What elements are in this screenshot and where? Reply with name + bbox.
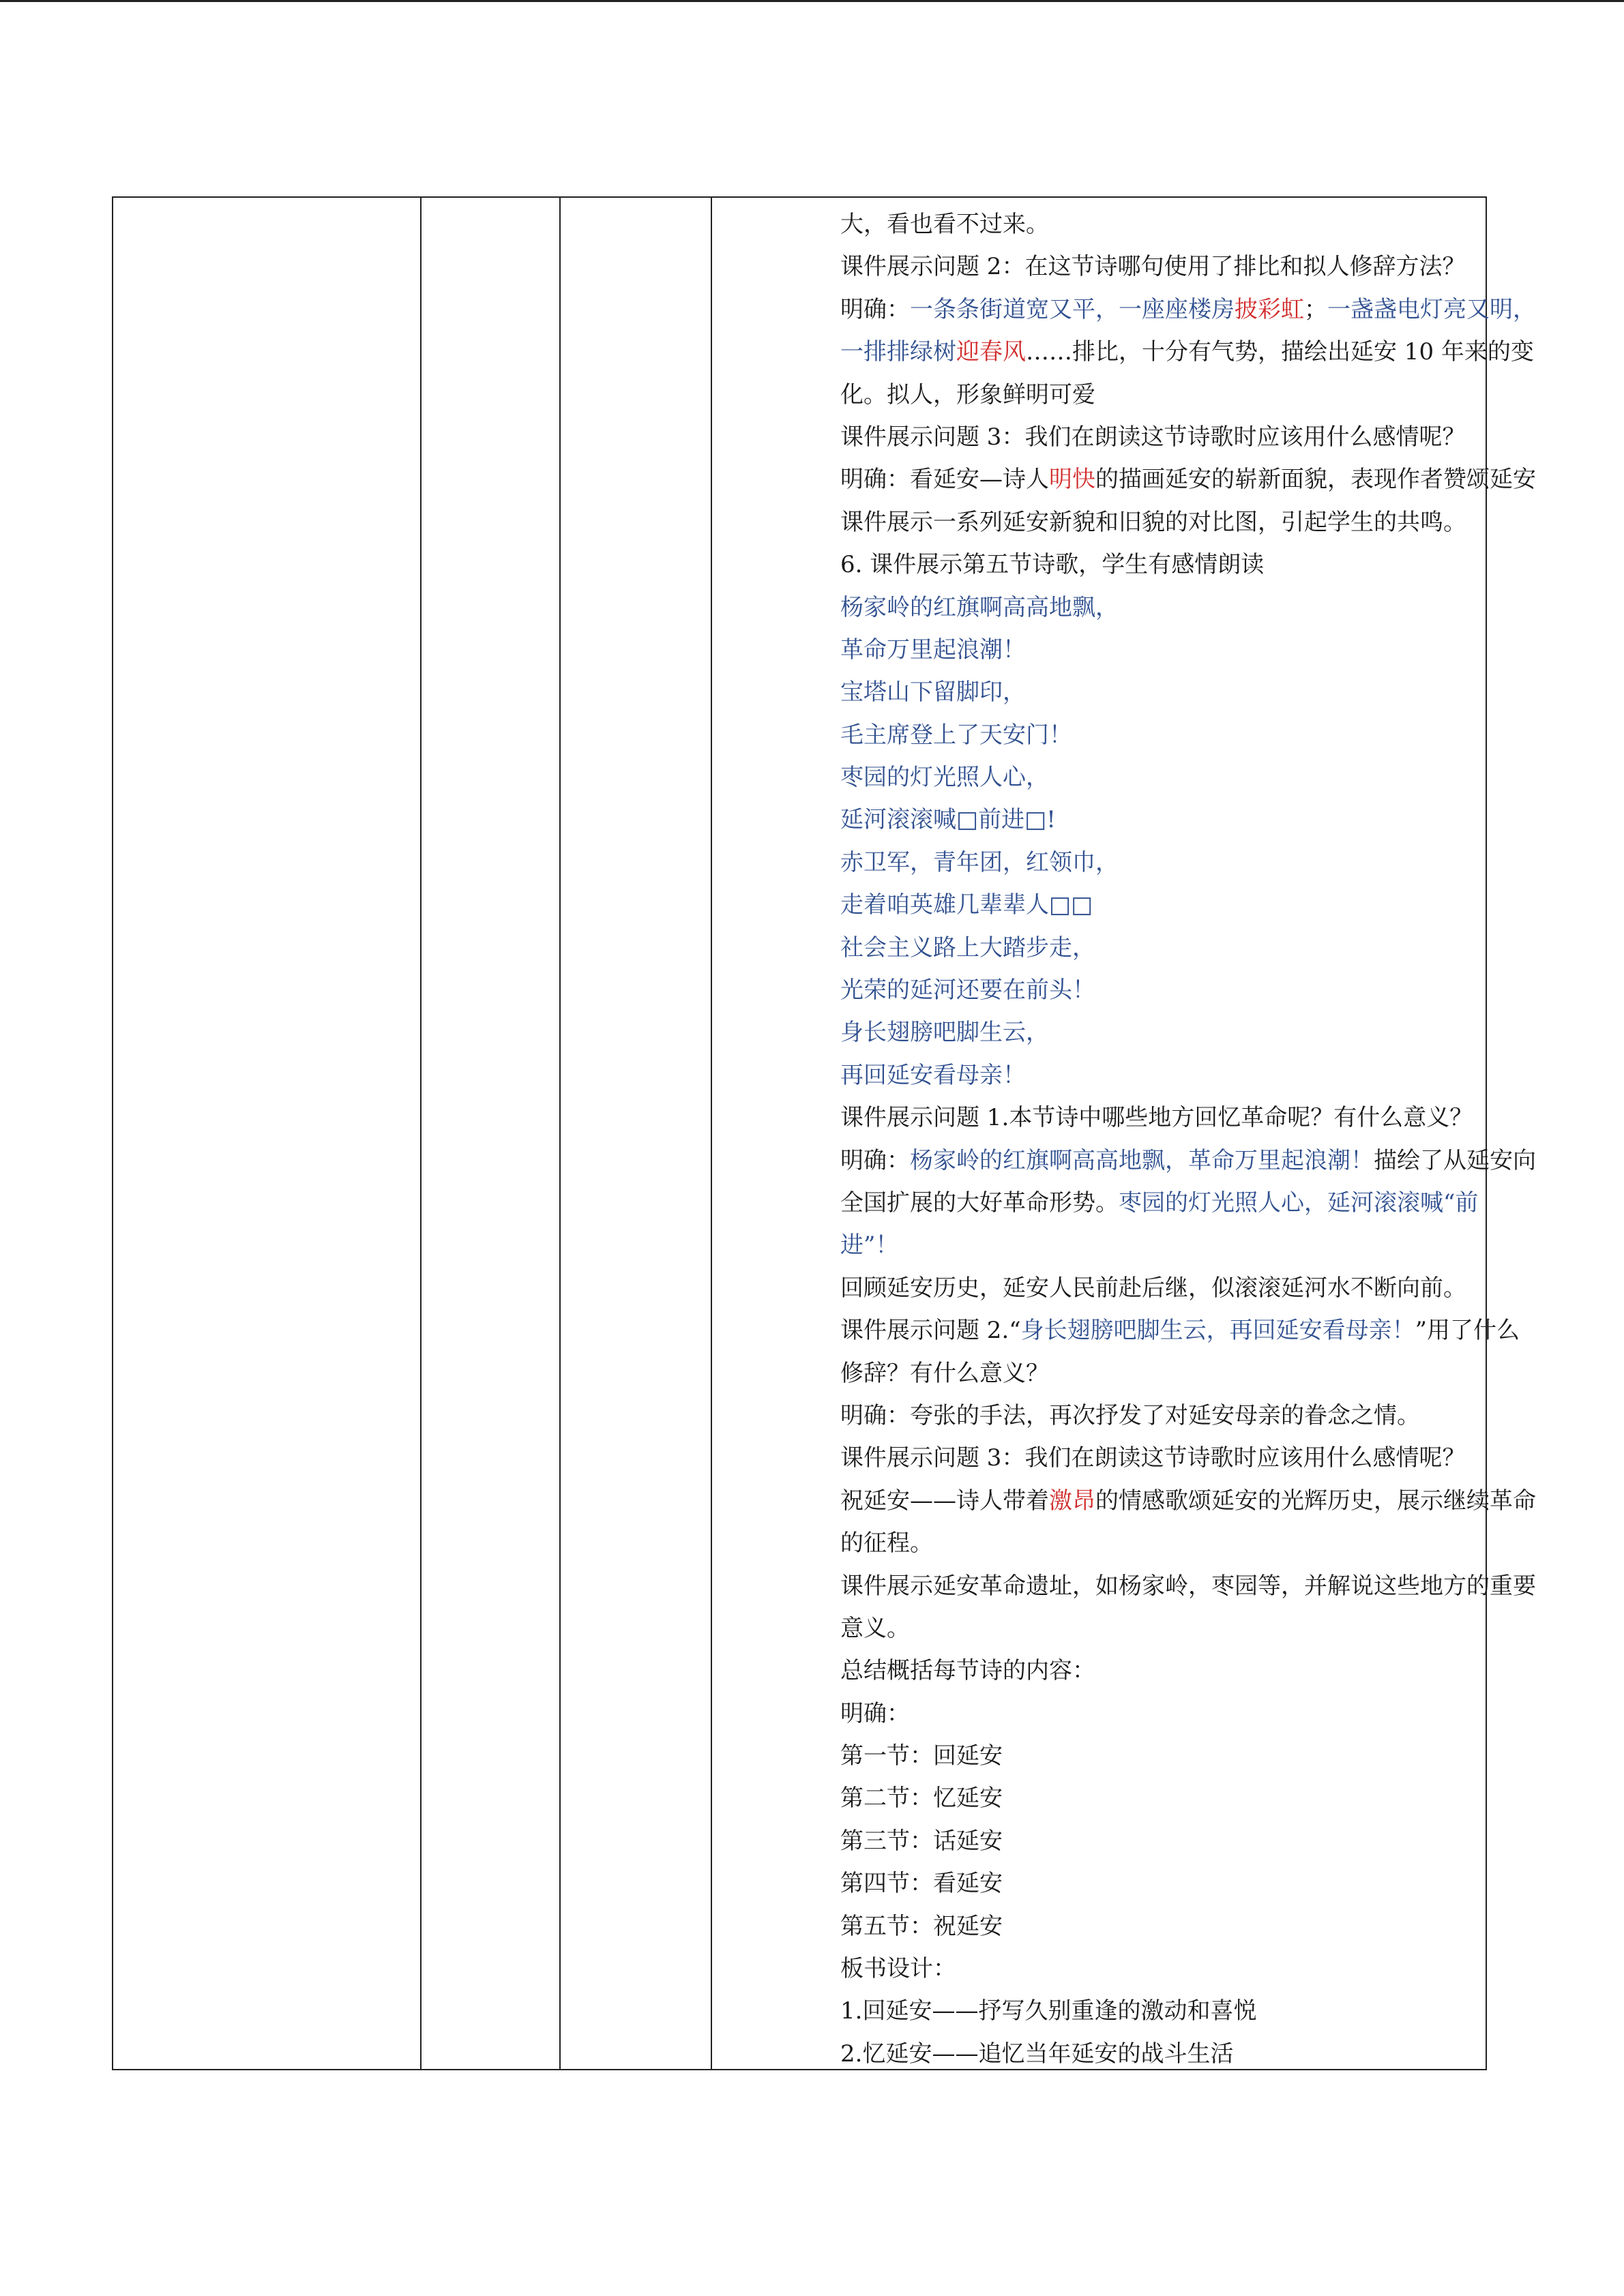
text-segment: 走着咱英雄几辈辈人□□: [840, 891, 1093, 919]
text-line: [840, 288, 1536, 331]
text-segment: ……排比，十分有气势，描绘出延安 10 年来的变: [1026, 338, 1534, 366]
text-segment: 课件展示问题 3：我们在朗读这节诗歌时应该用什么感情呢？: [840, 423, 1466, 451]
text-segment: 进”！: [840, 1232, 899, 1259]
text-line: [840, 203, 1468, 245]
teaching-process-cell: [840, 198, 1536, 2075]
text-segment: 杨家岭的红旗啊高高地飘，革命万里起浪潮！: [910, 1146, 1374, 1174]
text-segment: 第二节：忆延安: [840, 1785, 1003, 1813]
lesson-plan-table: [112, 196, 1536, 2070]
text-line: [840, 1011, 1468, 1054]
text-segment: 课件展示问题 2.“: [840, 1317, 1021, 1345]
text-line: [840, 1395, 1468, 1437]
text-segment: 明确：: [840, 1146, 910, 1174]
text-segment: 身长翅膀吧脚生云，: [840, 1019, 1049, 1047]
text-segment: 描绘了从延安向: [1374, 1146, 1536, 1174]
text-segment: 一盏盏电灯亮又明，: [1327, 295, 1536, 323]
text-segment: 的情感歌颂延安的光辉历史，展示继续革命: [1095, 1487, 1536, 1515]
text-segment: 杨家岭的红旗啊高高地飘，: [840, 593, 1119, 621]
text-segment: 回顾延安历史，延安人民前赴后继，似滚滚延河水不断向前。: [840, 1274, 1466, 1302]
text-segment: 的征程。: [840, 1530, 933, 1557]
text-segment: 课件展示一系列延安新貌和旧貌的对比图，引起学生的共鸣。: [840, 508, 1466, 536]
text-line: [840, 1097, 1473, 1139]
text-line: [840, 927, 1468, 969]
text-segment: 一排排绿树: [840, 338, 956, 366]
text-line: [840, 1224, 1468, 1266]
text-segment: 全国扩展的大好革命形势。: [840, 1189, 1119, 1217]
text-segment: 第五节：祝延安: [840, 1912, 1003, 1940]
text-segment: 明快: [1049, 466, 1095, 494]
text-segment: 明确：看延安—诗人: [840, 466, 1049, 494]
text-line: [840, 1862, 1468, 1905]
text-line: [840, 671, 1468, 713]
text-segment: 披彩虹: [1235, 295, 1304, 323]
text-line: [840, 1693, 1468, 1735]
text-segment: 延河滚滚喊□前进□!: [840, 806, 1056, 834]
text-segment: 6. 课件展示第五节诗歌，学生有感情朗读: [840, 551, 1265, 579]
text-line: [840, 1139, 1536, 1182]
text-segment: 第一节：回延安: [840, 1742, 1003, 1770]
text-line: [840, 1948, 1468, 1990]
text-line: [840, 841, 1468, 884]
text-line: [840, 1990, 1468, 2032]
text-segment: 一条条街道宽又平，一座座楼房: [910, 295, 1235, 323]
text-segment: 化。拟人，形象鲜明可爱: [840, 381, 1095, 408]
text-segment: 枣园的灯光照人心，: [840, 764, 1049, 792]
text-segment: 明确：: [840, 295, 910, 323]
text-segment: 社会主义路上大踏步走，: [840, 934, 1095, 961]
text-line: [840, 1565, 1536, 1607]
page-top-border: [0, 0, 1624, 2]
text-line: [840, 331, 1534, 373]
text-segment: 明确：: [840, 1699, 910, 1727]
text-segment: 大，看也看不过来。: [840, 211, 1049, 238]
text-line: [840, 969, 1468, 1011]
text-line: [840, 501, 1468, 543]
text-line: [840, 1522, 1468, 1564]
text-segment: 课件展示问题 1.本节诗中哪些地方回忆革命呢？有什么意义？: [840, 1104, 1473, 1132]
text-segment: 的描画延安的崭新面貌，表现作者赞颂延安: [1095, 466, 1536, 494]
text-segment: 明确：夸张的手法，再次抒发了对延安母亲的眷念之情。: [840, 1401, 1420, 1429]
text-segment: 2.忆延安——追忆当年延安的战斗生活: [840, 2040, 1234, 2068]
text-line: [840, 799, 1468, 841]
text-segment: 激昂: [1049, 1487, 1095, 1515]
text-segment: 枣园的灯光照人心，延河滚滚喊“前: [1119, 1189, 1479, 1217]
text-line: [840, 1607, 1468, 1650]
text-line: [840, 2033, 1468, 2075]
text-segment: 再回延安看母亲！: [840, 1061, 1026, 1089]
text-segment: 意义。: [840, 1614, 910, 1642]
text-segment: 宝塔山下留脚印，: [840, 679, 1026, 706]
text-segment: 毛主席登上了天安门！: [840, 721, 1072, 749]
text-segment: 身长翅膀吧脚生云，再回延安看母亲！: [1020, 1317, 1415, 1345]
column-divider-3: [711, 198, 712, 2069]
text-segment: 第三节：话延安: [840, 1827, 1003, 1855]
text-line: [840, 1480, 1536, 1522]
text-line: [840, 1267, 1468, 1309]
text-line: [840, 1182, 1479, 1224]
text-line: [840, 884, 1468, 926]
column-divider-1: [420, 198, 422, 2069]
text-segment: 板书设计：: [840, 1955, 956, 1983]
text-segment: 1.回延安——抒写久别重逢的激动和喜悦: [840, 1997, 1257, 2025]
text-line: [840, 1054, 1468, 1097]
text-line: [840, 1820, 1468, 1862]
text-segment: 革命万里起浪潮！: [840, 636, 1026, 664]
text-segment: 光荣的延河还要在前头！: [840, 976, 1095, 1004]
text-line: [840, 374, 1468, 416]
text-segment: 第四节：看延安: [840, 1870, 1003, 1898]
text-line: [840, 1309, 1520, 1352]
text-segment: 总结概括每节诗的内容：: [840, 1657, 1095, 1685]
text-line: [840, 1437, 1468, 1479]
text-segment: 赤卫军，青年团，红领巾，: [840, 848, 1119, 876]
text-line: [840, 586, 1468, 629]
text-segment: 祝延安——诗人带着: [840, 1487, 1049, 1515]
text-segment: 课件展示问题 3：我们在朗读这节诗歌时应该用什么感情呢？: [840, 1444, 1466, 1472]
text-line: [840, 1352, 1468, 1395]
text-segment: ；: [1304, 295, 1327, 323]
text-line: [840, 543, 1468, 586]
column-divider-2: [559, 198, 561, 2069]
text-line: [840, 756, 1468, 799]
text-line: [840, 245, 1468, 288]
text-segment: 修辞？有什么意义？: [840, 1359, 1049, 1387]
text-segment: 迎春风: [956, 338, 1026, 366]
text-line: [840, 1777, 1468, 1819]
text-segment: 课件展示问题 2：在这节诗哪句使用了排比和拟人修辞方法？: [840, 253, 1466, 281]
text-segment: ”用了什么: [1415, 1317, 1520, 1345]
text-line: [840, 714, 1468, 756]
text-line: [840, 1650, 1468, 1692]
text-line: [840, 1735, 1468, 1777]
text-line: [840, 458, 1536, 501]
text-segment: 课件展示延安革命遗址，如杨家岭，枣园等，并解说这些地方的重要: [840, 1572, 1536, 1600]
text-line: [840, 416, 1468, 458]
text-line: [840, 1905, 1468, 1948]
text-line: [840, 629, 1468, 671]
